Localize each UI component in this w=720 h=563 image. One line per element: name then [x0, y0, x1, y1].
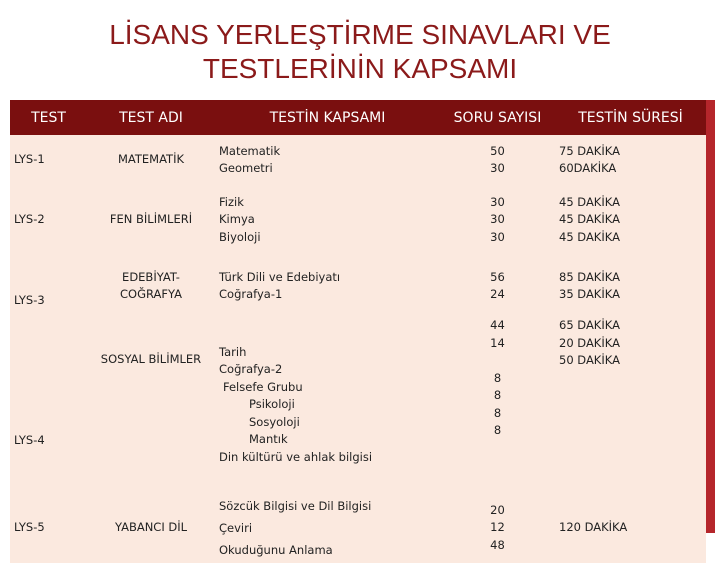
test-scope [215, 317, 440, 493]
duration-line: 75 DAKİKA [559, 143, 620, 158]
header-test-name: TEST ADI [87, 100, 215, 135]
test-duration [555, 135, 706, 185]
title-line-1: LİSANS YERLEŞTİRME SINAVLARI VE [109, 19, 611, 50]
count-line: 56 [490, 269, 505, 284]
scope-line: Matematik [219, 143, 281, 158]
duration-line: 60DAKİKA [559, 161, 617, 175]
count-line: 8 [493, 423, 502, 437]
header-question-count: SORU SAYISI [440, 100, 555, 135]
test-scope [215, 493, 440, 563]
scope-line: Sözcük Bilgisi ve Dil Bilgisi [219, 499, 372, 513]
test-name-line: SOSYAL BİLİMLER [100, 352, 202, 366]
test-name-line: MATEMATİK [117, 152, 185, 167]
count-line: 14 [490, 335, 505, 350]
test-code: LYS-5 [14, 520, 45, 535]
question-count [440, 185, 555, 255]
test-name-line: FEN BİLİMLERİ [109, 212, 193, 227]
header-scope: TESTİN KAPSAMI [215, 100, 440, 135]
header-test: TEST [10, 100, 87, 135]
test-code: LYS-1 [14, 152, 45, 167]
test-name [87, 255, 215, 317]
duration-line: 45 DAKİKA [559, 194, 620, 209]
table-row [10, 317, 706, 493]
scope-line: Sosyoloji [249, 414, 300, 429]
table-row [10, 493, 706, 563]
table-row [10, 255, 706, 317]
scope-line: Geometri [219, 161, 273, 175]
duration-line: 85 DAKİKA [559, 269, 620, 284]
count-line: 44 [490, 318, 505, 332]
count-line: 8 [493, 388, 502, 402]
count-line: 30 [490, 229, 505, 244]
duration-line: 50 DAKİKA [559, 353, 620, 367]
question-count [440, 493, 555, 563]
header-duration: TESTİN SÜRESİ [555, 100, 706, 135]
count-line: 30 [490, 212, 505, 227]
count-line: 48 [490, 537, 505, 552]
question-count [440, 135, 555, 185]
test-name [87, 493, 215, 563]
count-line: 50 [490, 143, 505, 158]
page-title [0, 18, 720, 86]
test-name [87, 317, 215, 493]
scope-line: Okuduğunu Anlama [219, 543, 333, 557]
scope-line: Tarih [219, 344, 247, 359]
scope-line: Mantık [249, 432, 288, 447]
count-line: 20 [490, 502, 505, 517]
test-code: LYS-4 [14, 432, 45, 447]
duration-line: 65 DAKİKA [559, 318, 620, 332]
scope-line: Coğrafya-1 [219, 287, 283, 301]
duration-line: 45 DAKİKA [559, 212, 620, 227]
test-name [87, 135, 215, 185]
table-row [10, 135, 706, 185]
question-count [440, 255, 555, 317]
test-scope [215, 255, 440, 317]
test-code: LYS-2 [14, 212, 45, 227]
table-row [10, 185, 706, 255]
header-row [10, 100, 706, 135]
test-duration [555, 317, 706, 493]
test-duration [555, 185, 706, 255]
test-name-line: COĞRAFYA [120, 287, 182, 301]
scope-line: Felsefe Grubu [223, 379, 303, 394]
count-line: 24 [490, 287, 505, 301]
decorative-strip-right [706, 100, 715, 500]
question-count [440, 317, 555, 493]
scope-line: Psikoloji [249, 397, 295, 412]
scope-line: Biyoloji [219, 229, 261, 244]
count-line: 30 [490, 161, 505, 175]
count-line [444, 352, 551, 370]
count-line: 8 [493, 405, 502, 420]
test-duration [555, 255, 706, 317]
test-name-line: EDEBİYAT- [122, 269, 180, 284]
count-line: 30 [490, 194, 505, 209]
duration-line: 45 DAKİKA [559, 229, 620, 244]
test-scope [215, 135, 440, 185]
test-name-line: YABANCI DİL [114, 520, 188, 535]
duration-line: 120 DAKİKA [559, 520, 628, 535]
scope-line: Fizik [219, 194, 244, 209]
test-duration [555, 493, 706, 563]
scope-line: Türk Dili ve Edebiyatı [219, 269, 341, 284]
duration-line: 20 DAKİKA [559, 335, 620, 350]
exam-table [10, 100, 706, 563]
scope-line: Kimya [219, 212, 255, 227]
title-line-2: TESTLERİNİN KAPSAMI [202, 53, 518, 84]
duration-line: 35 DAKİKA [559, 287, 620, 301]
test-code: LYS-3 [14, 292, 45, 307]
count-line: 8 [493, 370, 502, 385]
scope-line: Coğrafya-2 [219, 362, 283, 377]
count-line: 12 [490, 520, 505, 535]
test-name [87, 185, 215, 255]
test-scope [215, 185, 440, 255]
scope-line: Çeviri [219, 521, 253, 535]
scope-line: Din kültürü ve ahlak bilgisi [219, 449, 373, 464]
